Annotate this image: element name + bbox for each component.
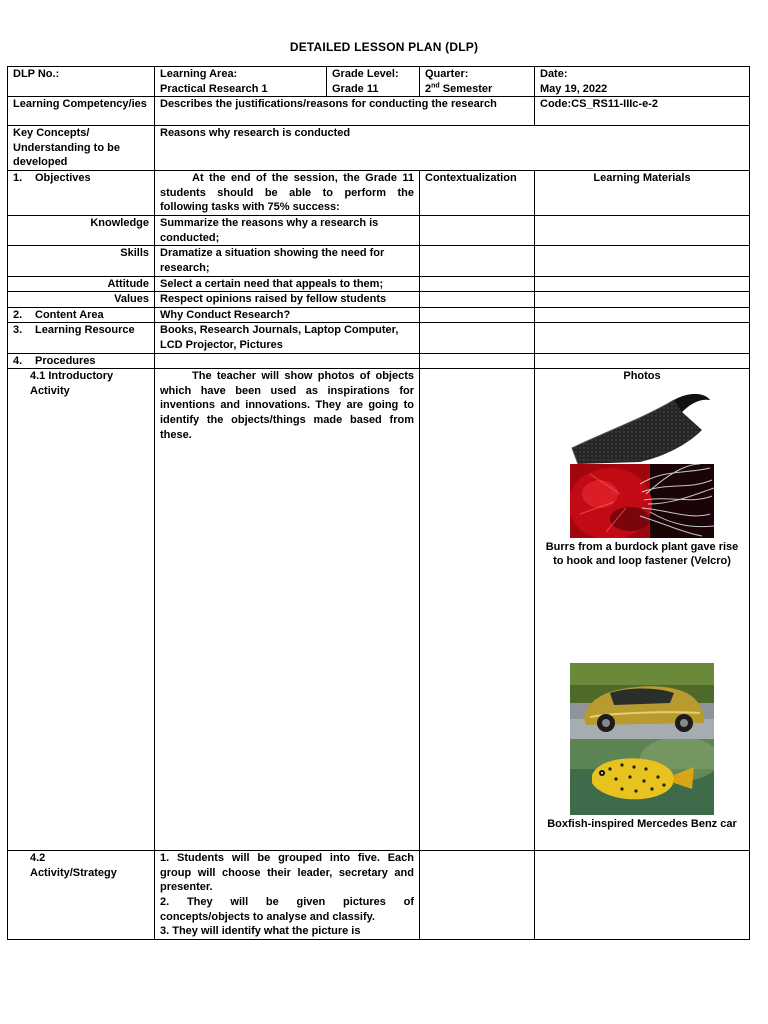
boxfish-photo [570, 739, 714, 815]
burdock-burr-photo [570, 464, 714, 538]
document-title: DETAILED LESSON PLAN (DLP) [289, 40, 479, 54]
competency-value: Describes the justifications/reasons for conducting the research [155, 97, 535, 126]
knowledge-materials [535, 216, 750, 246]
skills-materials [535, 246, 750, 276]
quarter-number: 2 [425, 82, 432, 95]
attitude-materials [535, 276, 750, 292]
skills-row [8, 246, 750, 276]
knowledge-row [8, 216, 750, 246]
dlp-no-label: DLP No.: [13, 68, 60, 80]
activity-strategy-context [420, 851, 535, 940]
knowledge-context [420, 216, 535, 246]
contextualization-header: Contextualization [420, 171, 535, 216]
procedures-materials [535, 353, 750, 369]
velcro-caption: Burrs from a burdock plant gave rise to hook and loop fastener (Velcro) [545, 540, 739, 568]
learning-resource-materials [535, 323, 750, 353]
objectives-intro-text: At the end of the session, the Grade 11 students should be able to perform the following tasks with 75% success: [160, 172, 414, 214]
content-area-number: 2. [13, 308, 23, 321]
knowledge-value: Summarize the reasons why a research is conducted; [155, 216, 420, 246]
competency-row [8, 97, 750, 126]
values-value: Respect opinions raised by fellow students [155, 292, 420, 308]
attitude-value: Select a certain need that appeals to them; [155, 276, 420, 292]
quarter-semester: Semester [439, 82, 493, 95]
introductory-activity-label: 4.1 Introductory Activity [8, 369, 155, 851]
skills-value: Dramatize a situation showing the need for research; [155, 246, 420, 276]
dlp-no-cell [8, 67, 155, 97]
attitude-context [420, 276, 535, 292]
photos-label: Photos [623, 370, 661, 383]
grade-level-value: Grade 11 [332, 82, 379, 95]
procedures-title: Procedures [35, 354, 96, 367]
learning-resource-row [8, 323, 750, 353]
header-row [8, 67, 750, 97]
attitude-label: Attitude [8, 276, 155, 292]
objectives-number: 1. [13, 172, 23, 185]
values-materials [535, 292, 750, 308]
key-concepts-label: Key Concepts/ Understanding to be developed [8, 126, 155, 171]
objectives-label [8, 171, 155, 216]
key-concepts-value: Reasons why research is conducted [155, 126, 750, 171]
activity-strategy-label [8, 851, 155, 940]
objectives-row [8, 171, 750, 216]
learning-area-label: Learning Area: [160, 68, 238, 80]
learning-area-cell [155, 67, 327, 97]
date-cell [535, 67, 750, 97]
procedures-context [420, 353, 535, 369]
quarter-ordinal: nd [431, 81, 440, 89]
content-area-materials [535, 307, 750, 323]
lesson-plan-table [7, 66, 750, 940]
date-label: Date: [540, 68, 568, 80]
activity-strategy-materials [535, 851, 750, 940]
objectives-title: Objectives [35, 172, 91, 185]
activity-strategy-title: Activity/Strategy [30, 866, 117, 879]
procedures-value [155, 353, 420, 369]
quarter-cell [420, 67, 535, 97]
attitude-row [8, 276, 750, 292]
procedures-label [8, 353, 155, 369]
competency-code: Code:CS_RS11-IIIc-e-2 [535, 97, 750, 126]
velcro-photo [570, 390, 714, 464]
content-area-value: Why Conduct Research? [155, 307, 420, 323]
content-area-row [8, 307, 750, 323]
activity-step: 1. Students will be grouped into five. Each group will choose their leader, secretary and presenter. [160, 852, 414, 894]
content-area-context [420, 307, 535, 323]
learning-area-value: Practical Research 1 [160, 82, 268, 95]
introductory-activity-materials [535, 369, 750, 851]
activity-step: 2. They will be given pictures of concepts/objects to analyse and classify. [160, 895, 414, 923]
competency-label: Learning Competency/ies [8, 97, 155, 126]
values-label: Values [8, 292, 155, 308]
values-row [8, 292, 750, 308]
introductory-activity-desc: The teacher will show photos of objects which have been used as inspirations for inventions and innovations. They are going to identify the objects/things made based from these. [160, 370, 414, 441]
learning-materials-header: Learning Materials [535, 171, 750, 216]
date-value: May 19, 2022 [540, 82, 608, 95]
knowledge-label: Knowledge [8, 216, 155, 246]
activity-step: 3. They will identify what the picture is [160, 925, 361, 938]
learning-resource-context [420, 323, 535, 353]
key-concepts-row [8, 126, 750, 171]
learning-resource-value: Books, Research Journals, Laptop Computer, LCD Projector, Pictures [155, 323, 420, 353]
boxfish-caption: Boxfish-inspired Mercedes Benz car [547, 817, 737, 830]
grade-level-cell [327, 67, 420, 97]
procedures-row [8, 353, 750, 369]
grade-level-label: Grade Level: [332, 68, 399, 80]
content-area-title: Content Area [35, 308, 104, 321]
mercedes-car-photo [570, 663, 714, 739]
activity-strategy-row [8, 851, 750, 940]
introductory-activity-text [155, 369, 420, 851]
activity-strategy-steps [155, 851, 420, 940]
quarter-label: Quarter: [425, 68, 469, 80]
learning-resource-number: 3. [13, 324, 23, 337]
skills-context [420, 246, 535, 276]
content-area-label [8, 307, 155, 323]
introductory-activity-context [420, 369, 535, 851]
activity-strategy-number: 4.2 [30, 852, 46, 865]
learning-resource-label [8, 323, 155, 353]
values-context [420, 292, 535, 308]
learning-resource-title: Learning Resource [35, 324, 135, 337]
skills-label: Skills [8, 246, 155, 276]
introductory-activity-row [8, 369, 750, 851]
quarter-value [425, 82, 529, 97]
objectives-intro [155, 171, 420, 216]
procedures-number: 4. [13, 354, 23, 367]
